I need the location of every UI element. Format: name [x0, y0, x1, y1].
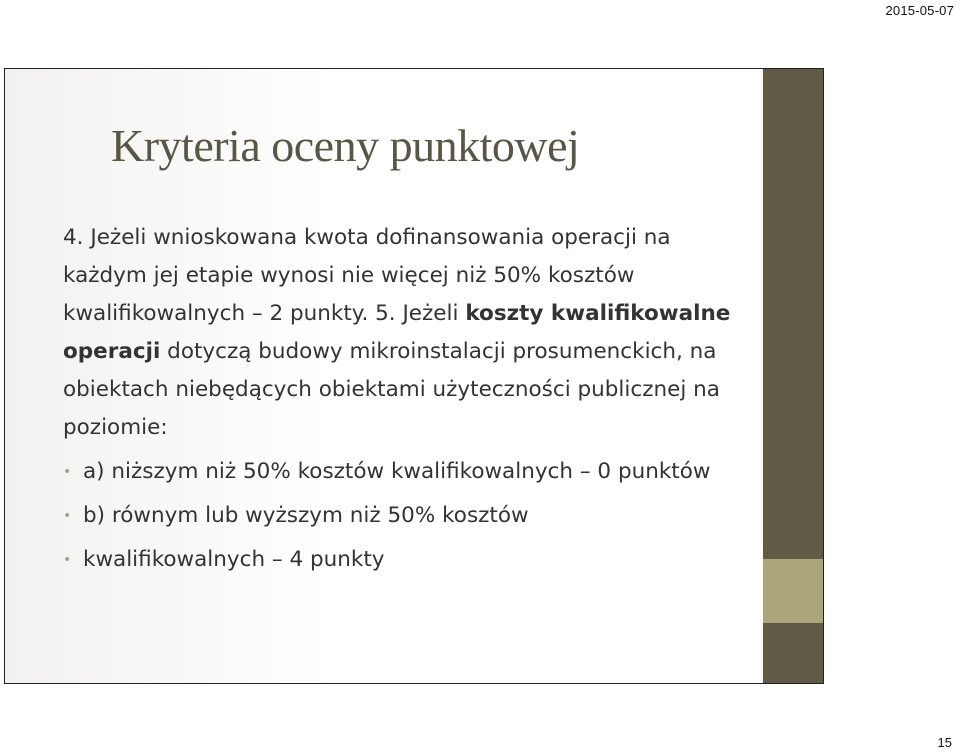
bullet-dot-icon: •: [63, 552, 72, 568]
bullet-dot-icon: •: [63, 464, 72, 480]
bullet-item: [63, 453, 743, 491]
bullet-text: kwalifikowalnych – 4 punkty: [83, 547, 385, 572]
paragraph-text-2: dotyczą budowy mikroinstalacji prosumenckich, na obiektach niebędących obiektami użyteczności publicznej na poziomie:: [63, 339, 720, 440]
header-date: 2015-05-07: [885, 3, 954, 18]
bullet-text: a) niższym niż 50% kosztów kwalifikowalnych – 0 punktów: [83, 459, 711, 484]
bullet-list: [63, 453, 743, 579]
side-band: [763, 69, 823, 683]
slide-title: Kryteria oceny punktowej: [111, 120, 580, 171]
side-band-top: [763, 69, 823, 559]
bullet-item: [63, 497, 743, 535]
criteria-paragraph: [63, 219, 743, 447]
slide-body: [63, 219, 743, 579]
side-band-bottom: [763, 623, 823, 684]
bullet-dot-icon: •: [63, 508, 72, 524]
slide: [4, 68, 824, 684]
paragraph-text-1: 4. Jeżeli wnioskowana kwota dofinansowania operacji na każdym jej etapie wynosi nie więcej niż 50% kosztów kwalifikowalnych – 2 punkty. 5. Jeżeli: [63, 225, 671, 326]
bullet-item: [63, 541, 743, 579]
side-band-accent: [763, 559, 823, 623]
paragraph-bold-text: koszty kwalifikowalne operacji: [63, 301, 731, 364]
bullet-text: b) równym lub wyższym niż 50% kosztów: [83, 503, 529, 528]
page-number: 15: [937, 735, 952, 750]
